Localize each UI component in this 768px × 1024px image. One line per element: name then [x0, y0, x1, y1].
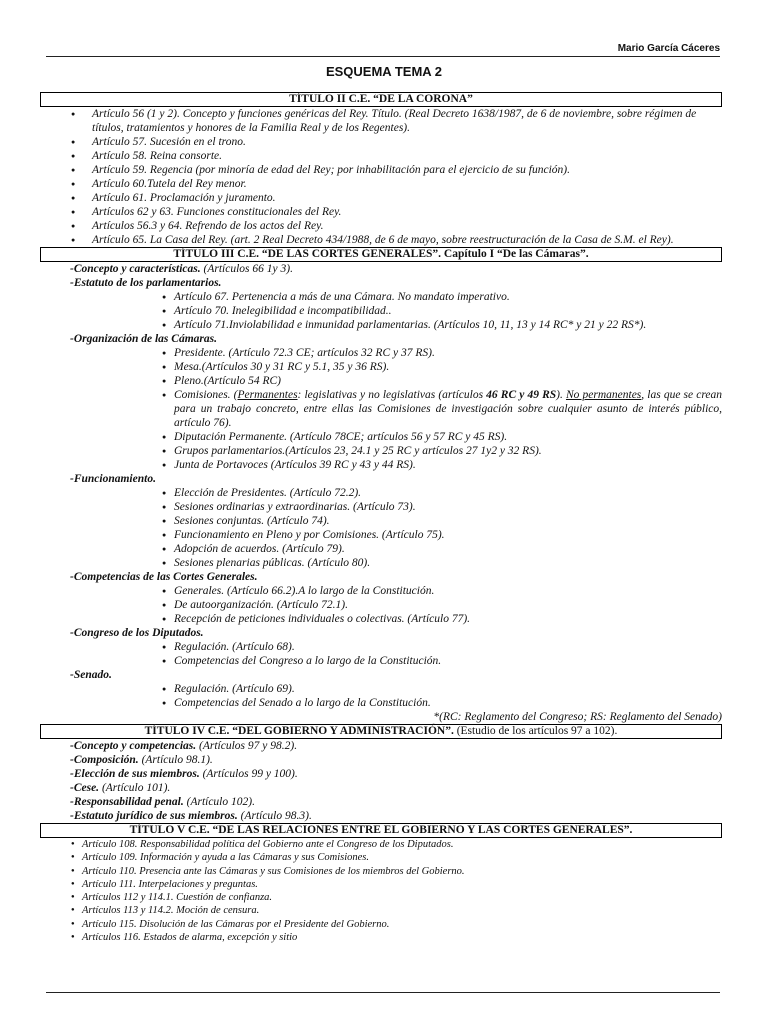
list-item: ● Presidente. (Artículo 72.3 CE; artículos 32 RC y 37 RS).: [40, 346, 722, 360]
list-item: ● Competencias del Senado a lo largo de la Constitución.: [40, 696, 722, 710]
list-item: ● Artículo 110. Presencia ante las Cámaras y sus Comisiones de los miembros del Gobierno.: [40, 865, 722, 878]
list-item: ● Funcionamiento en Pleno y por Comisiones. (Artículo 75).: [40, 528, 722, 542]
item-ref: (Artículo 101).: [99, 782, 171, 794]
comisiones-a: Comisiones. (: [174, 389, 238, 401]
document-body: [40, 92, 722, 944]
title-ii: TÍTULO II C.E. “DE LA CORONA”: [289, 93, 473, 105]
list-item: [40, 809, 722, 823]
list-item: ● Artículos 56.3 y 64. Refrendo de los actos del Rey.: [40, 219, 722, 233]
footnote-reglamentos: *(RC: Reglamento del Congreso; RS: Reglamento del Senado): [433, 711, 722, 723]
list-item: ● Regulación. (Artículo 69).: [40, 682, 722, 696]
congreso-list: [40, 640, 722, 668]
section-ref: (Artículos 66 1y 3).: [200, 263, 293, 275]
list-item: [40, 739, 722, 753]
comisiones-no-permanentes: No permanentes: [565, 389, 642, 401]
list-item: ● Artículo 71.Inviolabilidad e inmunidad parlamentarias. (Artículos 10, 11, 13 y 14 RC* y 21 y 22 RS*).: [40, 318, 722, 332]
list-item: ● Sesiones ordinarias y extraordinarias. (Artículo 73).: [40, 500, 722, 514]
section-organizacion: -Organización de las Cámaras.: [70, 333, 217, 345]
item-ref: (Artículos 99 y 100).: [199, 768, 298, 780]
list-item: ● Sesiones plenarias públicas. (Artículo 80).: [40, 556, 722, 570]
list-item: ● Grupos parlamentarios.(Artículos 23, 24.1 y 25 RC y artículos 27 1y2 y 32 RS).: [40, 444, 722, 458]
author-name: Mario García Cáceres: [617, 43, 720, 54]
title-iv-tail: (Estudio de los artículos 97 a 102).: [453, 725, 618, 737]
comisiones-permanentes: Permanentes: [237, 389, 298, 401]
list-item: ● Junta de Portavoces (Artículos 39 RC y 43 y 44 RS).: [40, 458, 722, 472]
funcionamiento-list: [40, 486, 722, 570]
list-item: ● Artículo 56 (1 y 2). Concepto y funciones genéricas del Rey. Título. (Real Decreto 1638/1987, de 6 de noviembre, sobre régimen de títulos, tratamientos y honores de la Familia Real y de los Regentes).: [40, 107, 722, 135]
list-item: [40, 753, 722, 767]
list-item: ● Artículos 116. Estados de alarma, excepción y sitio: [40, 931, 722, 944]
title-ii-box: [40, 92, 722, 107]
list-item: ● Diputación Permanente. (Artículo 78CE; artículos 56 y 57 RC y 45 RS).: [40, 430, 722, 444]
competencias-list: [40, 584, 722, 626]
title-iv-box: [40, 724, 722, 739]
section-senado: -Senado.: [70, 669, 112, 681]
list-item: ● Sesiones conjuntas. (Artículo 74).: [40, 514, 722, 528]
section-label: -Concepto y características.: [70, 263, 201, 275]
list-item: ● Generales. (Artículo 66.2).A lo largo de la Constitución.: [40, 584, 722, 598]
page-title: ESQUEMA TEMA 2: [325, 64, 443, 79]
comisiones-c: ).: [556, 389, 566, 401]
list-item: ● Recepción de peticiones individuales o colectivas. (Artículo 77).: [40, 612, 722, 626]
section-concepto: [40, 262, 722, 276]
item-label: -Responsabilidad penal.: [70, 796, 184, 808]
list-item: ● Artículo 57. Sucesión en el trono.: [40, 135, 722, 149]
comisiones-bold: 46 RC y 49 RS: [486, 389, 557, 401]
list-item: ● Artículo 108. Responsabilidad política del Gobierno ante el Congreso de los Diputados.: [40, 838, 722, 851]
title-ii-list: [40, 107, 722, 247]
item-ref: (Artículo 102).: [183, 796, 255, 808]
item-ref: (Artículo 98.1).: [138, 754, 213, 766]
item-label: -Composición.: [70, 754, 139, 766]
list-item: ● Pleno.(Artículo 54 RC): [40, 374, 722, 388]
section-funcionamiento: -Funcionamiento.: [70, 473, 156, 485]
list-item: ● Artículo 70. Inelegibilidad e incompatibilidad..: [40, 304, 722, 318]
title-v-box: [40, 823, 722, 838]
list-item: ● Artículo 58. Reina consorte.: [40, 149, 722, 163]
section-congreso: -Congreso de los Diputados.: [70, 627, 204, 639]
organizacion-list: [40, 346, 722, 472]
title-iii: TÍTULO III C.E. “DE LAS CORTES GENERALES”. Capítulo I “De las Cámaras”.: [173, 248, 589, 260]
list-item: ● De autoorganización. (Artículo 72.1).: [40, 598, 722, 612]
list-item: ● Artículos 113 y 114.2. Moción de censura.: [40, 904, 722, 917]
list-item: ● Artículo 61. Proclamación y juramento.: [40, 191, 722, 205]
list-item: ● Artículos 62 y 63. Funciones constitucionales del Rey.: [40, 205, 722, 219]
list-item-comisiones: [40, 388, 722, 430]
comisiones-d: , las que se crean para un trabajo concreto, entre ellas las Comisiones de investigación sobre cualquier asunto de interés público, artículo 76).: [174, 389, 722, 429]
comisiones-b: : legislativas y no legislativas (artículos: [297, 389, 487, 401]
senado-list: [40, 682, 722, 710]
list-item: ● Artículo 60.Tutela del Rey menor.: [40, 177, 722, 191]
list-item: ● Artículo 115. Disolución de las Cámaras por el Presidente del Gobierno.: [40, 918, 722, 931]
list-item: ● Regulación. (Artículo 68).: [40, 640, 722, 654]
list-item: ● Artículo 109. Información y ayuda a las Cámaras y sus Comisiones.: [40, 851, 722, 864]
item-ref: (Artículos 97 y 98.2).: [196, 740, 298, 752]
item-ref: (Artículo 98.3).: [237, 810, 312, 822]
list-item: ● Competencias del Congreso a lo largo de la Constitución.: [40, 654, 722, 668]
list-item: ● Artículo 67. Pertenencia a más de una Cámara. No mandato imperativo.: [40, 290, 722, 304]
list-item: [40, 781, 722, 795]
estatuto-list: [40, 290, 722, 332]
list-item: ● Elección de Presidentes. (Artículo 72.2).: [40, 486, 722, 500]
section-estatuto: -Estatuto de los parlamentarios.: [70, 277, 222, 289]
item-label: -Estatuto jurídico de sus miembros.: [70, 810, 238, 822]
title-iv-list: [40, 739, 722, 823]
item-label: -Concepto y competencias.: [70, 740, 197, 752]
top-rule: [46, 56, 720, 57]
section-competencias: -Competencias de las Cortes Generales.: [70, 571, 258, 583]
list-item: ● Artículos 112 y 114.1. Cuestión de confianza.: [40, 891, 722, 904]
list-item: [40, 795, 722, 809]
list-item: ● Artículo 65. La Casa del Rey. (art. 2 Real Decreto 434/1988, de 6 de mayo, sobre reestructuración de la Casa de S.M. el Rey).: [40, 233, 722, 247]
title-iii-box: [40, 247, 722, 262]
title-v: TÍTULO V C.E. “DE LAS RELACIONES ENTRE EL GOBIERNO Y LAS CORTES GENERALES”.: [129, 824, 633, 836]
title-iv: TÍTULO IV C.E. “DEL GOBIERNO Y ADMINISTRACIÓN”.: [144, 725, 454, 737]
list-item: ● Adopción de acuerdos. (Artículo 79).: [40, 542, 722, 556]
list-item: ● Artículo 59. Regencia (por minoría de edad del Rey; por inhabilitación para el ejercicio de su función).: [40, 163, 722, 177]
list-item: [40, 767, 722, 781]
bottom-rule: [46, 992, 720, 993]
list-item: ● Mesa.(Artículos 30 y 31 RC y 5.1, 35 y 36 RS).: [40, 360, 722, 374]
item-label: -Cese.: [70, 782, 100, 794]
title-v-list: [40, 838, 722, 944]
list-item: ● Artículo 111. Interpelaciones y preguntas.: [40, 878, 722, 891]
item-label: -Elección de sus miembros.: [70, 768, 200, 780]
